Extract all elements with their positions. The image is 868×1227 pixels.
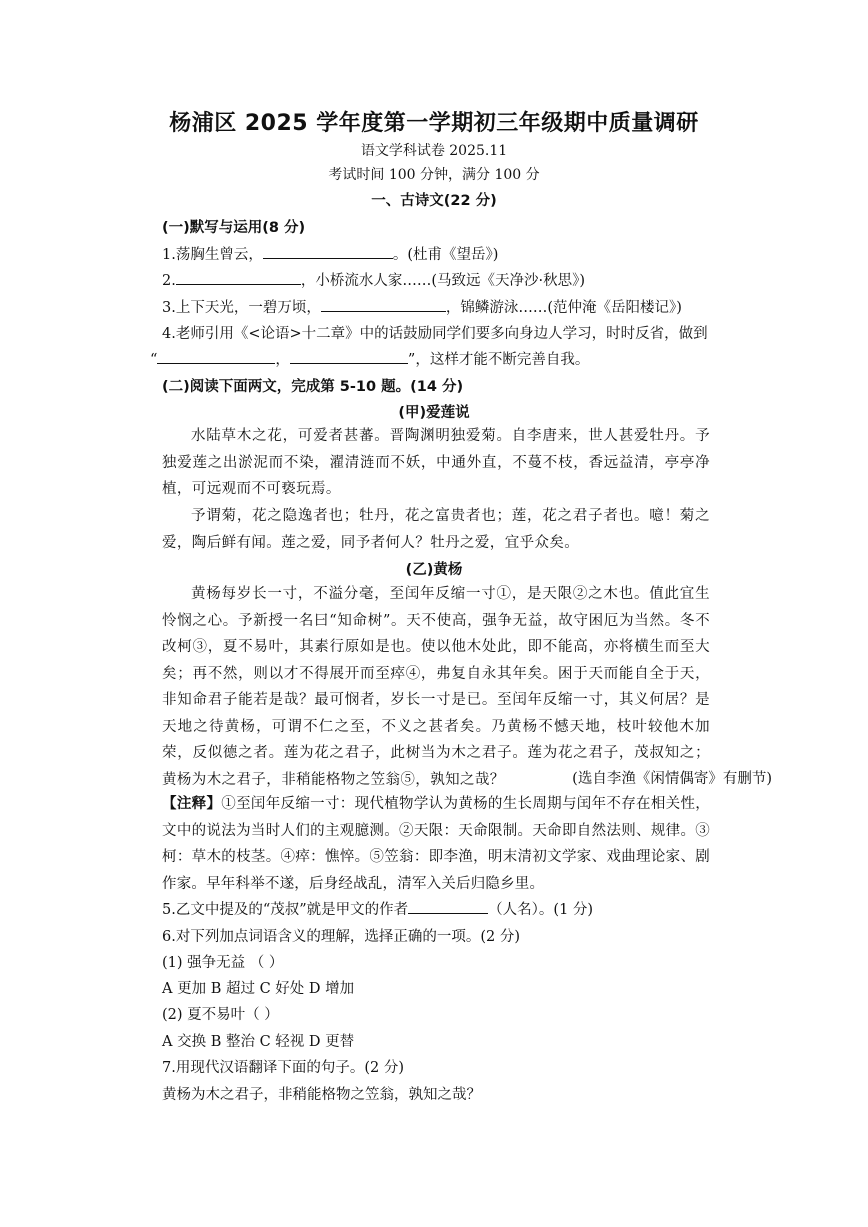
exam-info: 考试时间 100 分钟，满分 100 分 bbox=[328, 167, 540, 183]
part1-heading: (一)默写与运用(8 分) bbox=[162, 220, 306, 236]
question-4-blanks: “ ， ”，这样才能不断完善自我。 bbox=[150, 348, 690, 369]
question-7: 7.用现代汉语翻译下面的句子。(2 分) bbox=[162, 1060, 404, 1076]
answer-blank[interactable] bbox=[290, 349, 408, 364]
text-b-paragraph: 黄杨每岁长一寸，不溢分毫，至闰年反缩一寸①，是天限②之木也。值此宜生怜悯之心。予新授一名曰“知命树”。天不使高，强争无益，故守困厄为当然。冬不改柯③，夏不易叶，其素行原如是也。使以他木处此，即不能高，亦将横生而至大矣；再不然，则以才不得展开而至瘁④，弗复自永其年矣。困于天而能自全于天，非知命君子能若是哉？最可悯者，岁长一寸是已。至闰年反缩一寸，其义何居？是天地之待黄杨，可谓不仁之至，不义之甚者矣。乃黄杨不憾天地，枝叶较他木加荣，反似德之者。莲为花之君子，此树当为木之君子。莲为花之君子，茂叔知之；黄杨为木之君子，非稍能格物之笠翁⑤，孰知之哉？ bbox=[162, 586, 710, 788]
text-a-title: (甲)爱莲说 bbox=[398, 405, 470, 421]
question-7-sentence: 黄杨为木之君子，非稍能格物之笠翁，孰知之哉？ bbox=[162, 1087, 481, 1103]
text-b-source: (选自李渔《闲情偶寄》有删节) bbox=[572, 771, 772, 787]
question-1: 1.荡胸生曾云， 。(杜甫《望岳》) bbox=[162, 243, 702, 264]
answer-blank[interactable] bbox=[157, 349, 275, 364]
question-2: 2. ，小桥流水人家……(马致远《天净沙·秋思》) bbox=[162, 269, 702, 290]
question-3: 3.上下天光，一碧万顷， ，锦鳞游泳……(范仲淹《岳阳楼记》) bbox=[162, 296, 702, 317]
question-5: 5.乙文中提及的“茂叔”就是甲文的作者 （人名）。(1 分) bbox=[162, 898, 702, 919]
section-heading: 一、古诗文(22 分) bbox=[371, 193, 497, 209]
question-4: 4.老师引用《<论语>十二章》中的话鼓励同学们要多向身边人学习，时时反省，做到 bbox=[162, 326, 708, 342]
answer-blank[interactable] bbox=[408, 899, 488, 914]
answer-blank[interactable] bbox=[321, 297, 446, 312]
part2-heading: (二)阅读下面两文，完成第 5-10 题。(14 分) bbox=[162, 379, 464, 395]
exam-title: 杨浦区 2025 学年度第一学期初三年级期中质量调研 bbox=[169, 111, 699, 136]
text-a-paragraph-2: 予谓菊，花之隐逸者也；牡丹，花之富贵者也；莲，花之君子者也。噫！菊之爱，陶后鲜有闻。莲之爱，同予者何人？牡丹之爱，宜乎众矣。 bbox=[162, 508, 710, 551]
subject-line: 语文学科试卷 2025.11 bbox=[360, 143, 508, 159]
annotation: 【注释】①至闰年反缩一寸：现代植物学认为黄杨的生长周期与闰年不存在相关性，文中的说法为当时人们的主观臆测。②天限：天命限制。天命即自然法则、规律。③柯：草木的枝茎。④瘁：憔悴。⑤笠翁：即李渔，明末清初文学家、戏曲理论家、剧作家。早年科举不遂，后身经战乱，清军入关后归隐乡里。 bbox=[162, 796, 710, 892]
question-6-1-options: A 更加 B 超过 C 好处 D 增加 bbox=[162, 981, 355, 997]
text-a-paragraph-1: 水陆草木之花，可爱者甚蕃。晋陶渊明独爱菊。自李唐来，世人甚爱牡丹。予独爱莲之出淤泥而不染，濯清涟而不妖，中通外直，不蔓不枝，香远益清，亭亭净植，可远观而不可亵玩焉。 bbox=[162, 428, 710, 497]
answer-blank[interactable] bbox=[176, 270, 301, 285]
question-6-2-options: A 交换 B 整治 C 轻视 D 更替 bbox=[162, 1034, 355, 1050]
answer-blank[interactable] bbox=[263, 244, 393, 259]
question-6-2: (2) 夏不易叶（ ） bbox=[162, 1007, 279, 1023]
question-6: 6.对下列加点词语含义的理解，选择正确的一项。(2 分) bbox=[162, 929, 520, 945]
question-6-1: (1) 强争无益 （ ） bbox=[162, 955, 284, 971]
text-b-title: (乙)黄杨 bbox=[405, 562, 463, 578]
